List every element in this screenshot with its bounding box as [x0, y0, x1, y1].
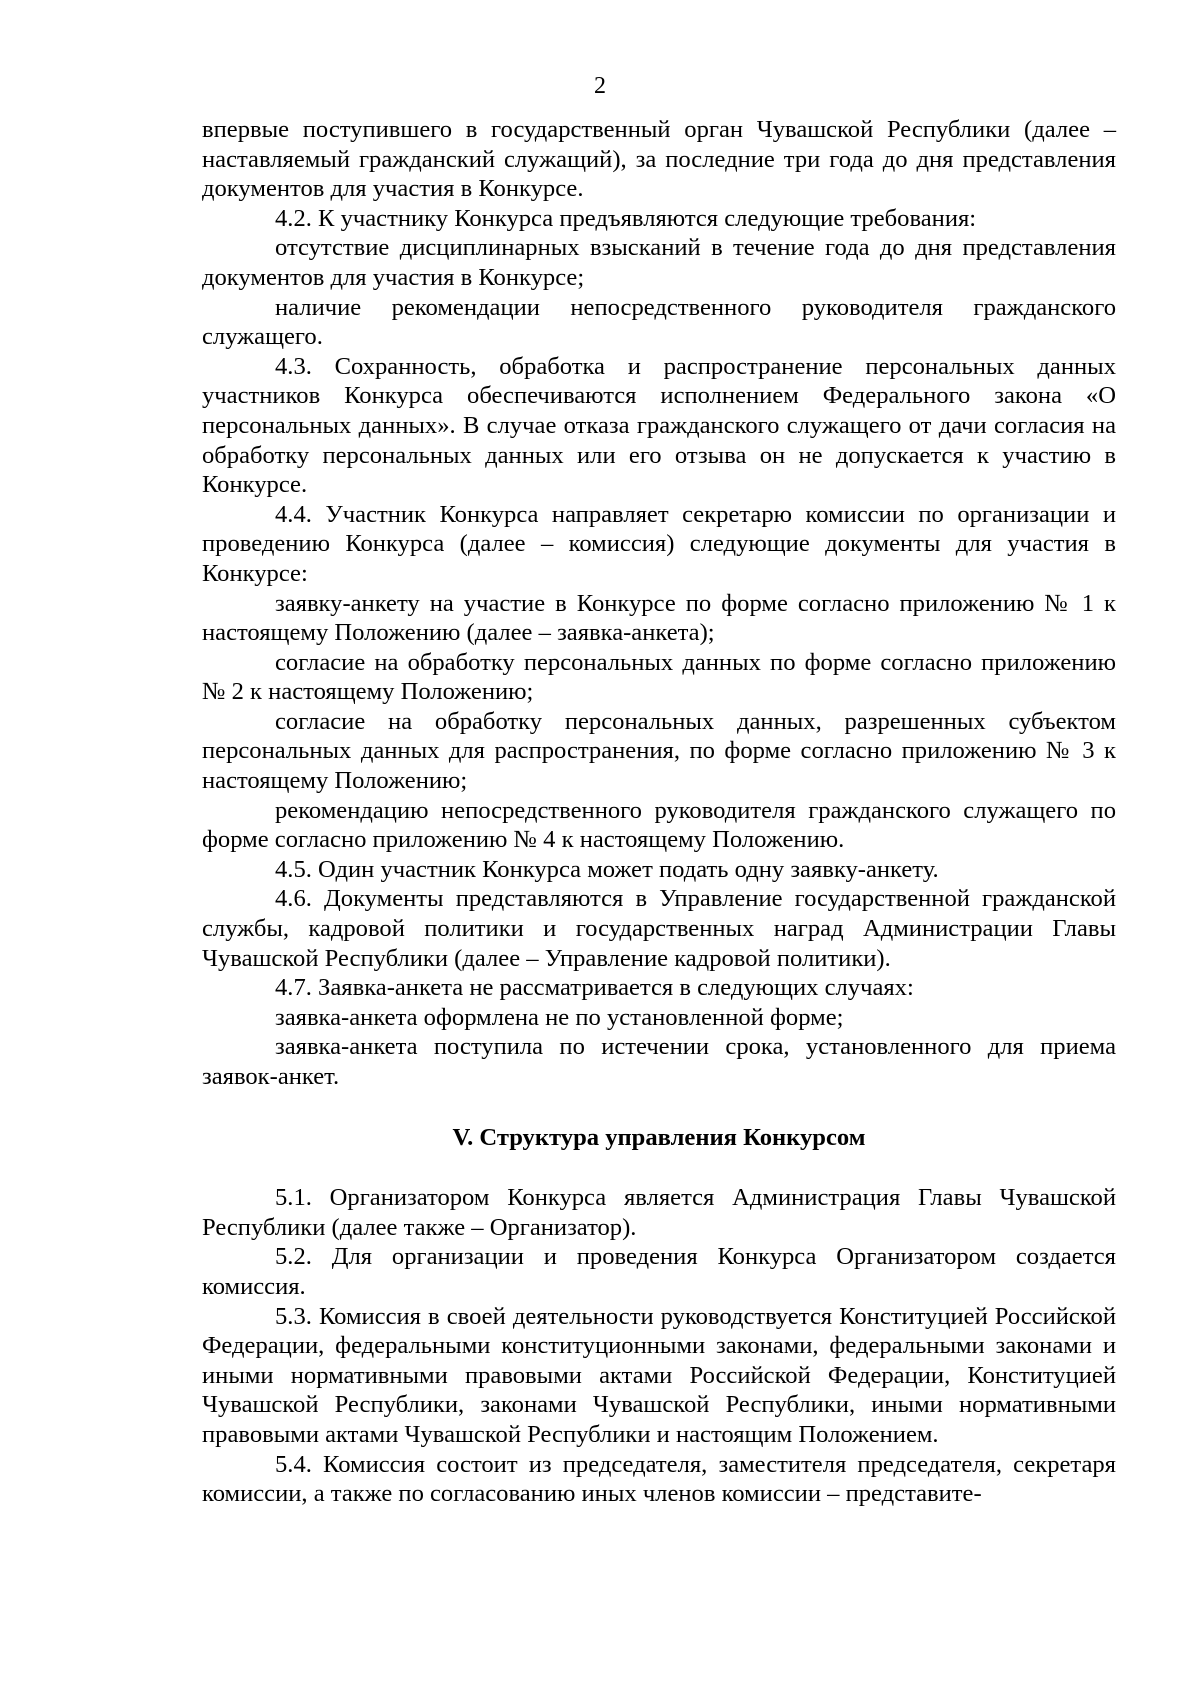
paragraph: наличие рекомендации непосредственного руководителя гражданского служащего.: [202, 293, 1116, 351]
paragraph: согласие на обработку персональных данных по форме согласно приложению № 2 к настоящему Положению;: [202, 648, 1116, 706]
section-heading: V. Структура управления Конкурсом: [452, 1123, 866, 1151]
paragraphs-before-section: [202, 115, 1116, 1092]
page-number: 2: [594, 73, 606, 99]
paragraphs-after-section: [202, 1183, 1116, 1509]
paragraph: отсутствие дисциплинарных взысканий в течение года до дня представления документов для участия в Конкурсе;: [202, 234, 1116, 291]
paragraph: 5.4. Комиссия состоит из председателя, заместителя председателя, секретаря комиссии, а также по согласованию иных членов комиссии – представите-: [202, 1450, 1116, 1508]
paragraph: 4.3. Сохранность, обработка и распространение персональных данных участников Конкурса обеспечиваются исполнением Федерального закона «О персональных данных». В случае отказа гражданского служащего от дачи согласия на обработку персональных данных или его отзыва он не допускается к участию в Конкурсе.: [202, 352, 1116, 499]
paragraph: 5.1. Организатором Конкурса является Администрация Главы Чувашской Республики (далее также – Организатор).: [202, 1184, 1116, 1241]
paragraph: 4.2. К участнику Конкурса предъявляются следующие требования:: [275, 204, 977, 232]
paragraph: 5.3. Комиссия в своей деятельности руководствуется Конституцией Российской Федерации, федеральными конституционными законами, федеральными законами и иными нормативными правовыми актами Российской Федерации, Конституцией Чувашской Республики, законами Чувашской Республики, иными нормативными правовыми актами Чувашской Республики и настоящим Положением.: [202, 1302, 1116, 1448]
paragraph: согласие на обработку персональных данных, разрешенных субъектом персональных данных для распространения, по форме согласно приложению № 3 к настоящему Положению;: [202, 707, 1116, 795]
paragraph: 4.5. Один участник Конкурса может подать одну заявку-анкету.: [275, 855, 939, 883]
paragraph: рекомендацию непосредственного руководителя гражданского служащего по форме согласно приложению № 4 к настоящему Положению.: [202, 796, 1116, 854]
paragraph: 4.7. Заявка-анкета не рассматривается в следующих случаях:: [275, 974, 914, 1002]
paragraph: впервые поступившего в государственный орган Чувашской Республики (далее – наставляемый гражданский служащий), за последние три года до дня представления документов для участия в Конкурсе.: [202, 116, 1116, 203]
paragraph: заявка-анкета поступила по истечении срока, установленного для приема заявок-анкет.: [202, 1033, 1116, 1090]
document-body: [202, 115, 1116, 1509]
paragraph: 5.2. Для организации и проведения Конкурса Организатором создается комиссия.: [202, 1243, 1116, 1300]
paragraph: 4.4. Участник Конкурса направляет секретарю комиссии по организации и проведению Конкурса (далее – комиссия) следующие документы для участия в Конкурсе:: [202, 500, 1116, 587]
paragraph: заявку-анкету на участие в Конкурсе по форме согласно приложению № 1 к настоящему Положению (далее – заявка-анкета);: [202, 589, 1116, 647]
paragraph: 4.6. Документы представляются в Управление государственной гражданской службы, кадровой политики и государственных наград Администрации Главы Чувашской Республики (далее – Управление кадровой политики).: [202, 885, 1116, 972]
paragraph: заявка-анкета оформлена не по установленной форме;: [275, 1003, 844, 1031]
